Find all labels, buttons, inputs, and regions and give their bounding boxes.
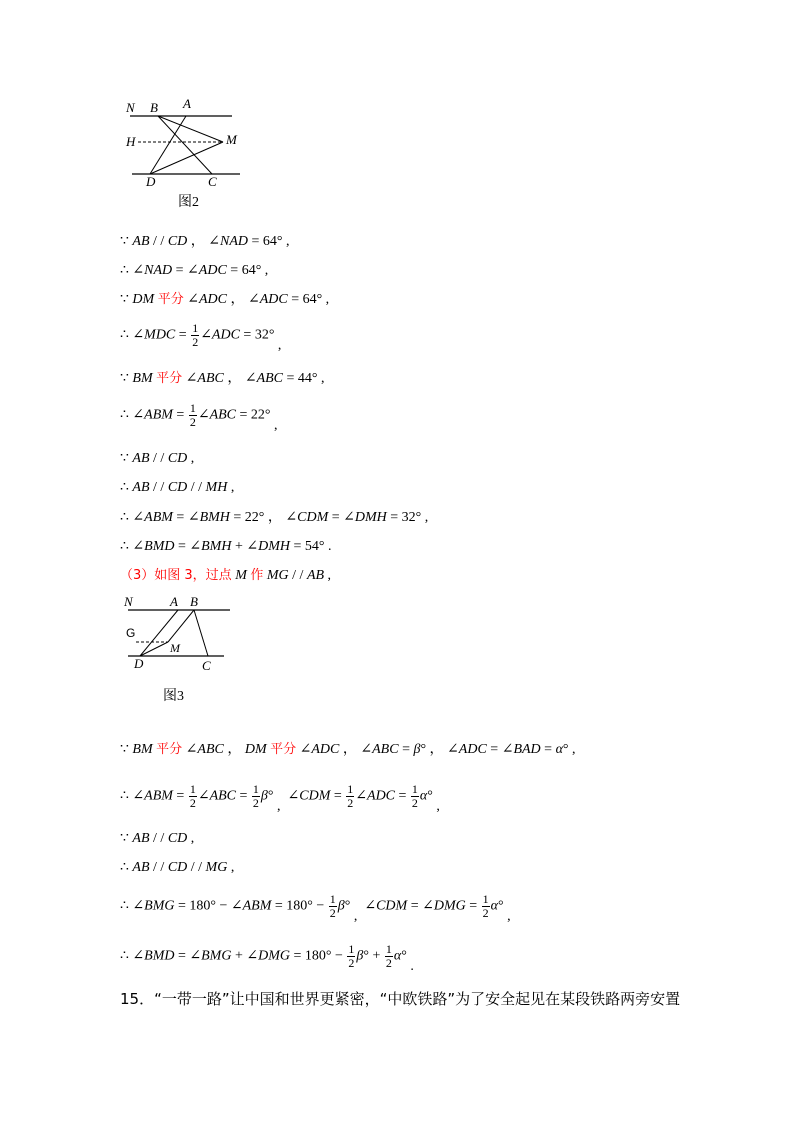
line-9: ∴ ∠ABM = ∠BMH = 22° ， ∠CDM = ∠DMH = 32° , <box>120 510 429 525</box>
label-d: D <box>134 656 144 671</box>
label-m: M <box>226 132 237 147</box>
fraction-half: $\frac{1}{2}$ <box>192 321 199 349</box>
label-c: C <box>208 174 217 188</box>
label-b: B <box>190 594 198 609</box>
label-n: N <box>126 100 135 115</box>
label-n: N <box>124 594 133 609</box>
line-16: ∴ ∠BMD = ∠BMG + ∠DMG = 180° − $\frac{1}{2}$ β° + $\frac{1}{2}$ α° . <box>120 942 414 974</box>
segment-bm <box>158 116 223 142</box>
line-2: ∴ ∠NAD = ∠ADC = 64° , <box>120 263 269 278</box>
fraction-half: $\frac{1}{2}$ <box>252 782 259 810</box>
fraction-half: $\frac{1}{2}$ <box>189 401 196 429</box>
line-14: ∴ AB / / CD / / MG , <box>120 860 235 875</box>
segment-dm <box>140 642 168 656</box>
fraction-half: $\frac{1}{2}$ <box>348 942 355 970</box>
line-13: ∵ AB / / CD , <box>120 831 195 846</box>
question-15: 15．“一带一路”让中国和世界更紧密，“中欧铁路”为了安全起见在某段铁路两旁安置 <box>120 990 681 1008</box>
line-3: ∵ DM 平分 ∠ADC ， ∠ADC = 64° , <box>120 292 330 307</box>
step-3-heading: （3）如图 3，过点 M 作 MG / / AB , <box>120 568 332 583</box>
line-6: ∴ ∠ABM = $\frac{1}{2}$ ∠ABC = 22° , <box>120 401 278 433</box>
line-1: ∵ AB / / CD ， ∠NAD = 64° , <box>120 234 290 249</box>
line-8: ∴ AB / / CD / / MH , <box>120 480 235 495</box>
label-d: D <box>146 174 156 188</box>
segment-bm <box>168 610 194 642</box>
fraction-half: $\frac{1}{2}$ <box>347 782 354 810</box>
fraction-half: $\frac{1}{2}$ <box>411 782 418 810</box>
label-h: H <box>126 134 136 149</box>
segment-bc <box>194 610 208 656</box>
line-15: ∴ ∠BMG = 180° − ∠ABM = 180° − $\frac{1}{2}$ β° , ∠CDM = ∠DMG = $\frac{1}{2}$ α° , <box>120 892 511 924</box>
line-5: ∵ BM 平分 ∠ABC ， ∠ABC = 44° , <box>120 371 325 386</box>
label-a: A <box>183 96 191 111</box>
figure-2-diagram <box>120 96 250 188</box>
fraction-half: $\frac{1}{2}$ <box>329 892 336 920</box>
figure-3-caption: 图3 <box>163 689 184 704</box>
label-m: M <box>170 641 180 655</box>
line-11: ∵ BM 平分 ∠ABC ， DM 平分 ∠ADC ， ∠ABC = β° ， ∠ADC = ∠BAD = α° , <box>120 742 576 757</box>
label-c: C <box>202 658 211 673</box>
line-7: ∵ AB / / CD , <box>120 451 195 466</box>
label-b: B <box>150 100 158 115</box>
label-a: A <box>170 594 178 609</box>
line-10: ∴ ∠BMD = ∠BMH + ∠DMH = 54° . <box>120 539 332 554</box>
segment-bc <box>158 116 212 174</box>
line-4: ∴ ∠MDC = $\frac{1}{2}$ ∠ADC = 32° , <box>120 321 282 353</box>
fraction-half: $\frac{1}{2}$ <box>385 942 392 970</box>
line-12: ∴ ∠ABM = $\frac{1}{2}$ ∠ABC = $\frac{1}{2}$ β° , ∠CDM = $\frac{1}{2}$ ∠ADC = $\frac{1}{2}$ α° , <box>120 782 440 814</box>
figure-3-diagram <box>120 592 235 674</box>
fraction-half: $\frac{1}{2}$ <box>189 782 196 810</box>
label-g: G <box>126 626 136 640</box>
figure-2-caption: 图2 <box>178 195 199 210</box>
fraction-half: $\frac{1}{2}$ <box>482 892 489 920</box>
